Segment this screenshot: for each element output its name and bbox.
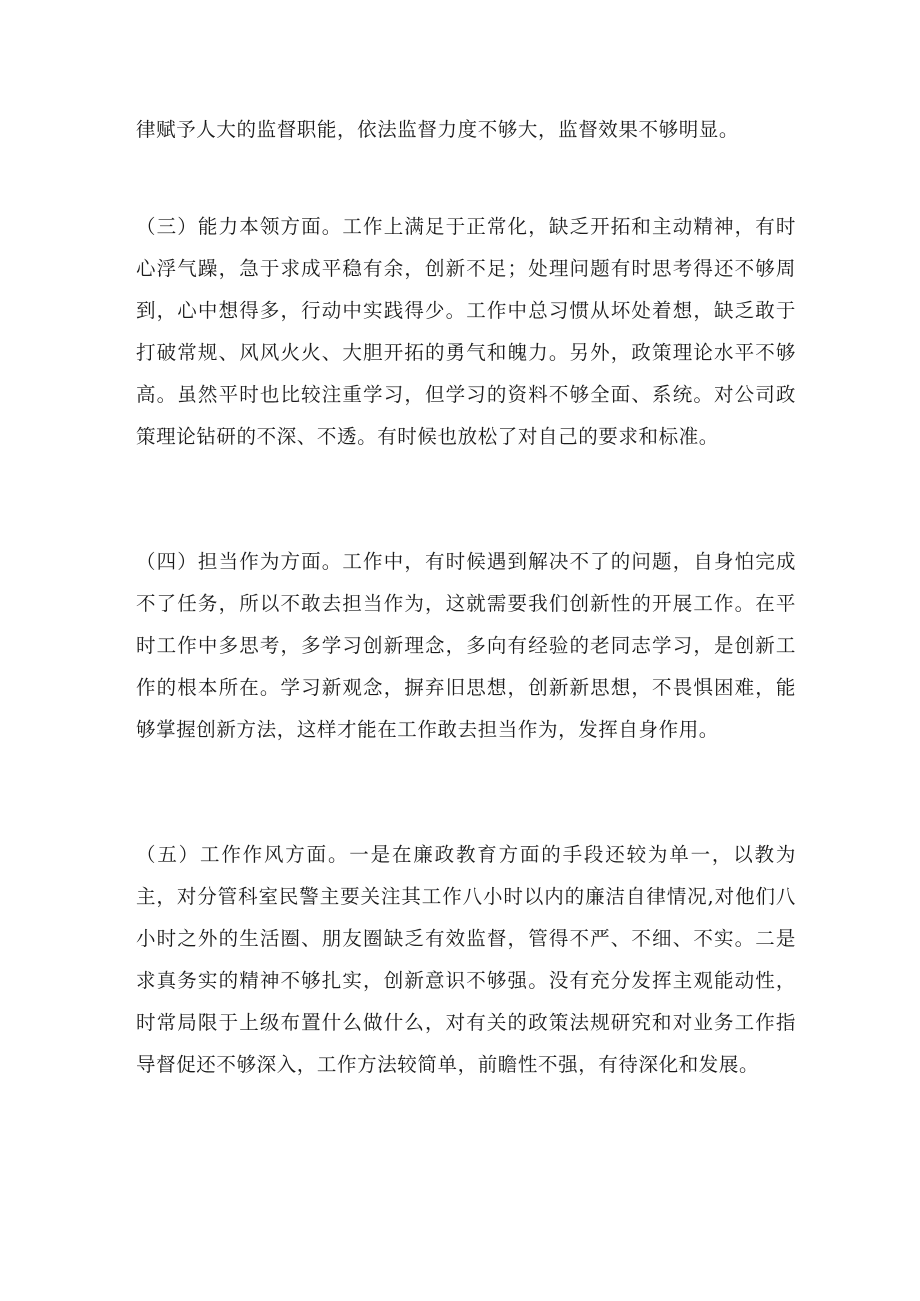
paragraph-continuation: 律赋予人大的监督职能，依法监督力度不够大，监督效果不够明显。 bbox=[136, 118, 740, 141]
paragraph-ability: （三）能力本领方面。工作上满足于正常化，缺乏开拓和主动精神，有时心浮气躁，急于求成平稳有余，创新不足；处理问题有时思考得还不够周到，心中想得多，行动中实践得少。工作中总习惯从坏处着想，缺乏敢于打破常规、风风火火、大胆开拓的勇气和魄力。另外，政策理论水平不够高。虽然平时也比较注重学习，但学习的资料不够全面、系统。对公司政策理论钻研的不深、不透。有时候也放松了对自己的要求和标准。 bbox=[136, 215, 796, 448]
paragraph-responsibility: （四）担当作为方面。工作中，有时候遇到解决不了的问题，自身怕完成不了任务，所以不敢去担当作为，这就需要我们创新性的开展工作。在平时工作中多思考，多学习创新理念，多向有经验的老同志学习，是创新工作的根本所在。学习新观念，摒弃旧思想，创新新思想，不畏惧困难，能够掌握创新方法，这样才能在工作敢去担当作为，发挥自身作用。 bbox=[136, 550, 796, 741]
paragraph-work-style: （五）工作作风方面。一是在廉政教育方面的手段还较为单一，以教为主，对分管科室民警主要关注其工作八小时以内的廉洁自律情况,对他们八小时之外的生活圈、朋友圈缺乏有效监督，管得不严、不细、不实。二是求真务实的精神不够扎实，创新意识不够强。没有充分发挥主观能动性，时常局限于上级布置什么做什么，对有关的政策法规研究和对业务工作指导督促还不够深入，工作方法较简单，前瞻性不强，有待深化和发展。 bbox=[136, 843, 796, 1076]
